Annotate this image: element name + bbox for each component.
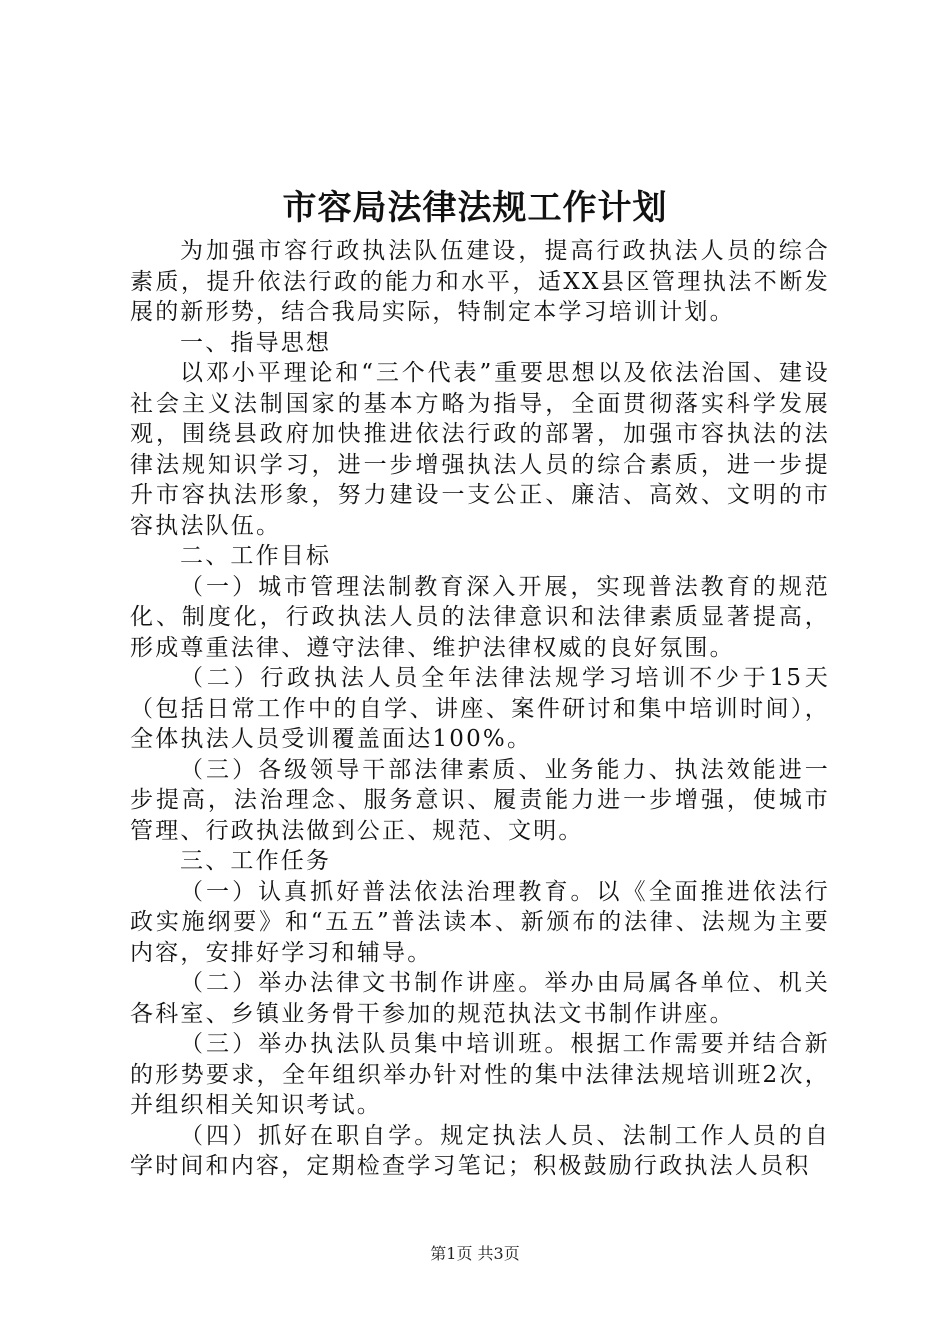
- task-item-2: （二）举办法律文书制作讲座。举办由局属各单位、机关各科室、乡镇业务骨干参加的规范执法文书制作讲座。: [130, 970, 830, 1027]
- goal-item-1: （一）城市管理法制教育深入开展，实现普法教育的规范化、制度化，行政执法人员的法律意识和法律素质显著提高，形成尊重法律、遵守法律、维护法律权威的良好氛围。: [130, 573, 830, 661]
- document-body: [130, 236, 830, 1182]
- guiding-ideology-paragraph: 以邓小平理论和“三个代表”重要思想以及依法治国、建设社会主义法制国家的基本方略为指导，全面贯彻落实科学发展观，围绕县政府加快推进依法行政的部署，加强市容执法的法律法规知识学习，进一步增强执法人员的综合素质，进一步提升市容执法形象，努力建设一支公正、廉洁、高效、文明的市容执法队伍。: [130, 360, 830, 539]
- section-heading-work-goals: 二、工作目标: [180, 543, 332, 569]
- goal-item-3: （三）各级领导干部法律素质、业务能力、执法效能进一步提高，法治理念、服务意识、履责能力进一步增强，使城市管理、行政执法做到公正、规范、文明。: [130, 756, 830, 844]
- goal-item-2: （二）行政执法人员全年法律法规学习培训不少于15天（包括日常工作中的自学、讲座、案件研讨和集中培训时间），全体执法人员受训覆盖面达100%。: [130, 665, 830, 752]
- section-heading-work-tasks: 三、工作任务: [180, 848, 332, 874]
- section-heading-guiding-ideology: 一、指导思想: [180, 329, 332, 356]
- task-item-1: （一）认真抓好普法依法治理教育。以《全面推进依法行政实施纲要》和“五五”普法读本、新颁布的法律、法规为主要内容，安排好学习和辅导。: [130, 878, 830, 966]
- task-item-3: （三）举办执法队员集中培训班。根据工作需要并结合新的形势要求，全年组织举办针对性的集中法律法规培训班2次，并组织相关知识考试。: [130, 1031, 830, 1118]
- page-footer: 第1页 共3页: [430, 1244, 520, 1263]
- task-item-4: （四）抓好在职自学。规定执法人员、法制工作人员的自学时间和内容，定期检查学习笔记；积极鼓励行政执法人员积: [130, 1122, 830, 1179]
- document-title: 市容局法律法规工作计划: [282, 188, 668, 228]
- intro-paragraph: 为加强市容行政执法队伍建设，提高行政执法人员的综合素质，提升依法行政的能力和水平，适XX县区管理执法不断发展的新形势，结合我局实际，特制定本学习培训计划。: [130, 238, 830, 325]
